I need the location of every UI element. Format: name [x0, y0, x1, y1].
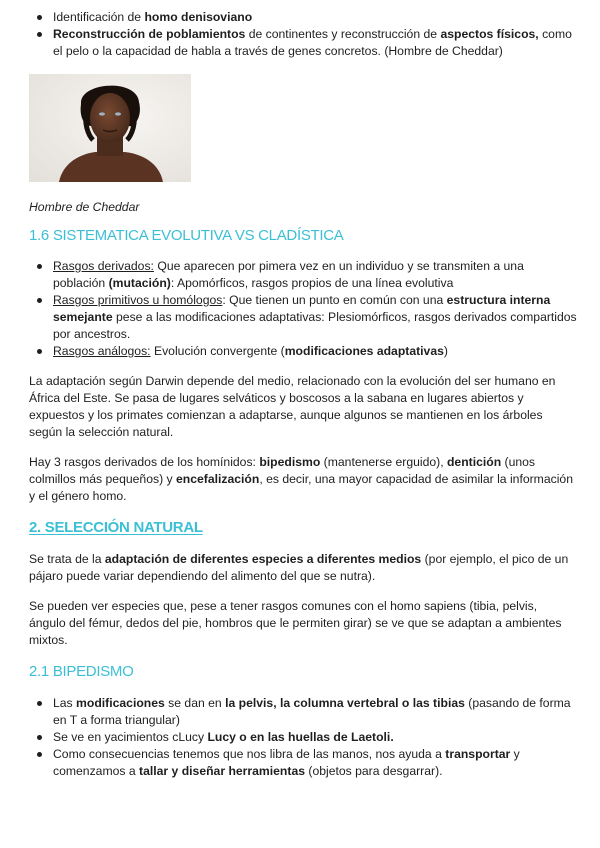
bold-text: la pelvis, la columna vertebral o las tibias — [225, 696, 465, 710]
text-run: Hay 3 rasgos derivados de los homínidos: — [29, 455, 260, 469]
bold-text: transportar — [445, 747, 511, 761]
bold-text: Lucy o en las huellas de Laetoli. — [207, 730, 394, 744]
paragraph-darwin — [29, 373, 577, 441]
underlined-term: Rasgos primitivos u homólogos — [53, 293, 223, 307]
top-bullet-list — [29, 9, 577, 60]
bold-text: homo denisoviano — [144, 10, 253, 24]
text-run: : Apomórficos, rasgos propios de una línea evolutiva — [170, 276, 454, 290]
bold-text: Reconstrucción de poblamientos — [53, 27, 246, 41]
text-run: Como consecuencias tenemos que nos libra de las manos, nos ayuda a — [53, 747, 446, 761]
bold-text: bipedismo — [259, 455, 321, 469]
bold-text: encefalización — [176, 472, 260, 486]
text-run: (por ejemplo, el pico de un pájaro puede variar dependiendo del alimento del que se nutra). — [29, 552, 569, 583]
text-run: , es decir, una mayor capacidad de asimilar la información y el género homo. — [29, 472, 573, 503]
text-run: se dan en — [164, 696, 226, 710]
list-item — [29, 746, 577, 780]
text-run: Se pueden ver especies que, pese a tener rasgos comunes con el homo sapiens (tibia, pelvis, ángulo del fémur, dedos del pie, hombros que le permiten girar) se ve que se adaptan a ambientes mixtos. — [29, 599, 562, 647]
paragraph-derived-traits — [29, 454, 577, 505]
bold-text: modificaciones — [76, 696, 165, 710]
traits-bullet-list — [29, 258, 577, 360]
text-run: ) — [443, 344, 448, 358]
text-run: Se ve en yacimientos cLucy — [53, 730, 208, 744]
text-run: (unos colmillos más pequeños) y — [29, 455, 536, 486]
text-run: y comenzamos a — [53, 747, 520, 778]
paragraph-adaptation — [29, 551, 577, 585]
text-run: Evolución convergente ( — [150, 344, 285, 358]
list-item — [29, 729, 577, 746]
text-run: Las — [53, 696, 77, 710]
text-run: : Que tienen un punto en común con una — [222, 293, 447, 307]
text-run: La adaptación según Darwin depende del medio, relacionado con la evolución del ser humano en África del Este. Se pasa de lugares selváticos y boscosos a la sabana en lugares abiertos y expuestos y los primates comienzan a adaptarse, aunque algunos se mantienen en los árboles según la selección natural. — [29, 374, 556, 439]
text-run: (mantenerse erguido), — [320, 455, 447, 469]
section-heading-2: 2. SELECCIÓN NATURAL — [29, 519, 203, 536]
cheddar-man-portrait-icon — [29, 74, 191, 182]
text-run: como el pelo o la capacidad de habla a través de genes concretos. (Hombre de Cheddar) — [53, 27, 572, 58]
section-heading-1-6: 1.6 SISTEMATICA EVOLUTIVA VS CLADÍSTICA — [29, 227, 344, 244]
bold-text: tallar y diseñar herramientas — [139, 764, 305, 778]
underlined-term: Rasgos derivados: — [53, 259, 154, 273]
figure-caption: Hombre de Cheddar — [29, 200, 140, 214]
list-item — [29, 258, 577, 292]
list-item — [29, 343, 577, 360]
text-run: Que aparecen por pimera vez en un individuo y se transmiten a una población — [53, 259, 524, 290]
paragraph-mixed-environments — [29, 598, 577, 649]
bold-text: dentición — [446, 455, 502, 469]
cheddar-man-photo — [29, 74, 191, 182]
bold-text: (mutación) — [108, 276, 171, 290]
list-item — [29, 26, 577, 60]
list-item — [29, 695, 577, 729]
bipedism-bullet-list — [29, 695, 577, 780]
text-run: Identificación de — [53, 10, 145, 24]
underlined-term: Rasgos análogos: — [53, 344, 151, 358]
section-heading-2-1: 2.1 BIPEDISMO — [29, 663, 134, 680]
list-item — [29, 292, 577, 343]
bold-text: estructura interna semejante — [53, 293, 551, 324]
text-run: (pasando de forma en T a forma triangular) — [53, 696, 571, 727]
text-run: de continentes y reconstrucción de — [245, 27, 441, 41]
text-run: (objetos para desgarrar). — [305, 764, 443, 778]
bold-text: adaptación de diferentes especies a diferentes medios — [104, 552, 422, 566]
text-run: Se trata de la — [29, 552, 105, 566]
bold-text: aspectos físicos, — [440, 27, 539, 41]
bold-text: modificaciones adaptativas — [284, 344, 444, 358]
document-page — [29, 0, 577, 780]
text-run: pese a las modificaciones adaptativas: Plesiomórficos, rasgos derivados compartidos por ancestros. — [53, 310, 577, 341]
list-item — [29, 9, 577, 26]
